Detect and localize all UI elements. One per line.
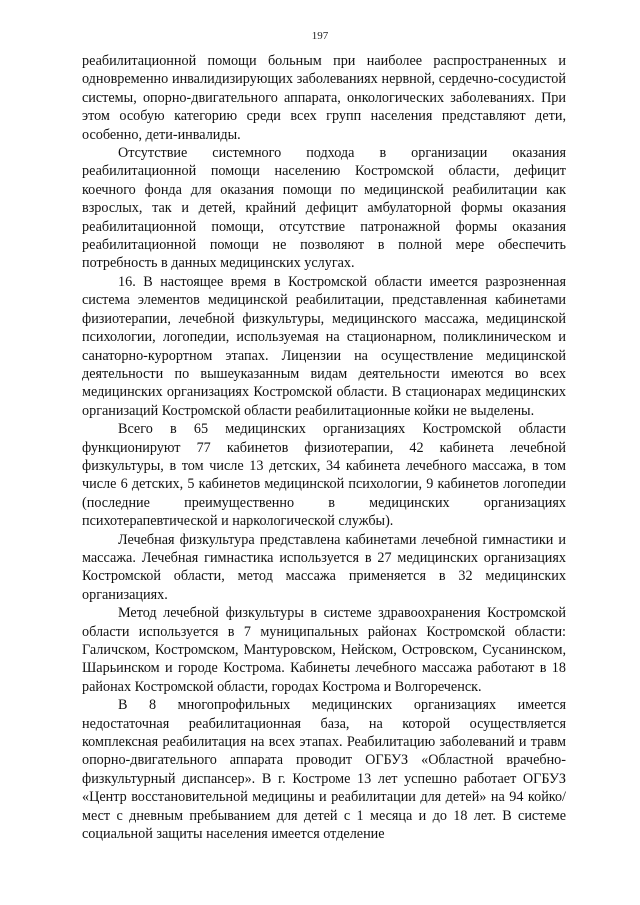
paragraph-4: Всего в 65 медицинских организациях Костромской области функционируют 77 кабинетов физиотерапии, 42 кабинета лечебной физкультуры, в том числе 13 детских, 34 кабинета лечебного массажа, в том числе 6 детских, 5 кабинетов медицинской психологии, 9 кабинетов логопедии (последние преимущественно в медицинских организациях психотерапевтической и наркологической службы). — [82, 421, 566, 530]
paragraph-6: Метод лечебной физкультуры в системе здравоохранения Костромской области используется в 7 муниципальных районах Костромской области: Галичском, Костромском, Мантуровском, Нейском, Островском, Сусанинском, Шарьинском и городе Кострома. Кабинеты лечебного массажа работают в 18 районах Костромской области, городах Кострома и Волгореченск. — [82, 605, 566, 695]
paragraph-1: реабилитационной помощи больным при наиболее распространенных и одновременно инвалидизирующих заболеваниях нервной, сердечно-сосудистой системы, опорно-двигательного аппарата, онкологических заболеваниях. При этом особую категорию среди всех групп населения представляют дети, особенно, дети-инвалиды. — [82, 53, 566, 143]
body-text — [82, 52, 566, 843]
paragraph-3: 16. В настоящее время в Костромской области имеется разрозненная система элементов медицинской реабилитации, представленная кабинетами физиотерапии, лечебной физкультуры, медицинского массажа, медицинской психологии, логопедии, используемая на стационарном, поликлиническом и санаторно-курортном этапах. Лицензии на осуществление медицинской деятельности по вышеуказанным видам деятельности имеются во всех медицинских организациях Костромской области. В стационарах медицинских организаций Костромской области реабилитационные койки не выделены. — [82, 273, 566, 419]
paragraph-7: В 8 многопрофильных медицинских организациях имеется недостаточная реабилитационная база, на которой осуществляется комплексная реабилитация на всех этапах. Реабилитацию заболеваний и травм опорно-двигательного аппарата проводит ОГБУЗ «Областной врачебно-физкультурный диспансер». В г. Костроме 13 лет успешно работает ОГБУЗ «Центр восстановительной медицины и реабилитации для детей» на 94 койко/мест с дневным пребыванием для детей с 1 месяца и до 18 лет. В системе социальной защиты населения имеется отделение — [82, 697, 566, 843]
page-number: 197 — [311, 30, 329, 42]
paragraph-2: Отсутствие системного подхода в организации оказания реабилитационной помощи населению Костромской области, дефицит коечного фонда для оказания помощи по медицинской реабилитации как взрослых, так и детей, крайний дефицит амбулаторной формы оказания реабилитационной помощи, отсутствие патронажной формы оказания реабилитационной помощи не позволяют в полной мере обеспечить потребность в данных медицинских услугах. — [82, 145, 566, 272]
paragraph-5: Лечебная физкультура представлена кабинетами лечебной гимнастики и массажа. Лечебная гимнастика используется в 27 медицинских организациях Костромской области, метод массажа применяется в 32 медицинских организациях. — [82, 531, 566, 603]
